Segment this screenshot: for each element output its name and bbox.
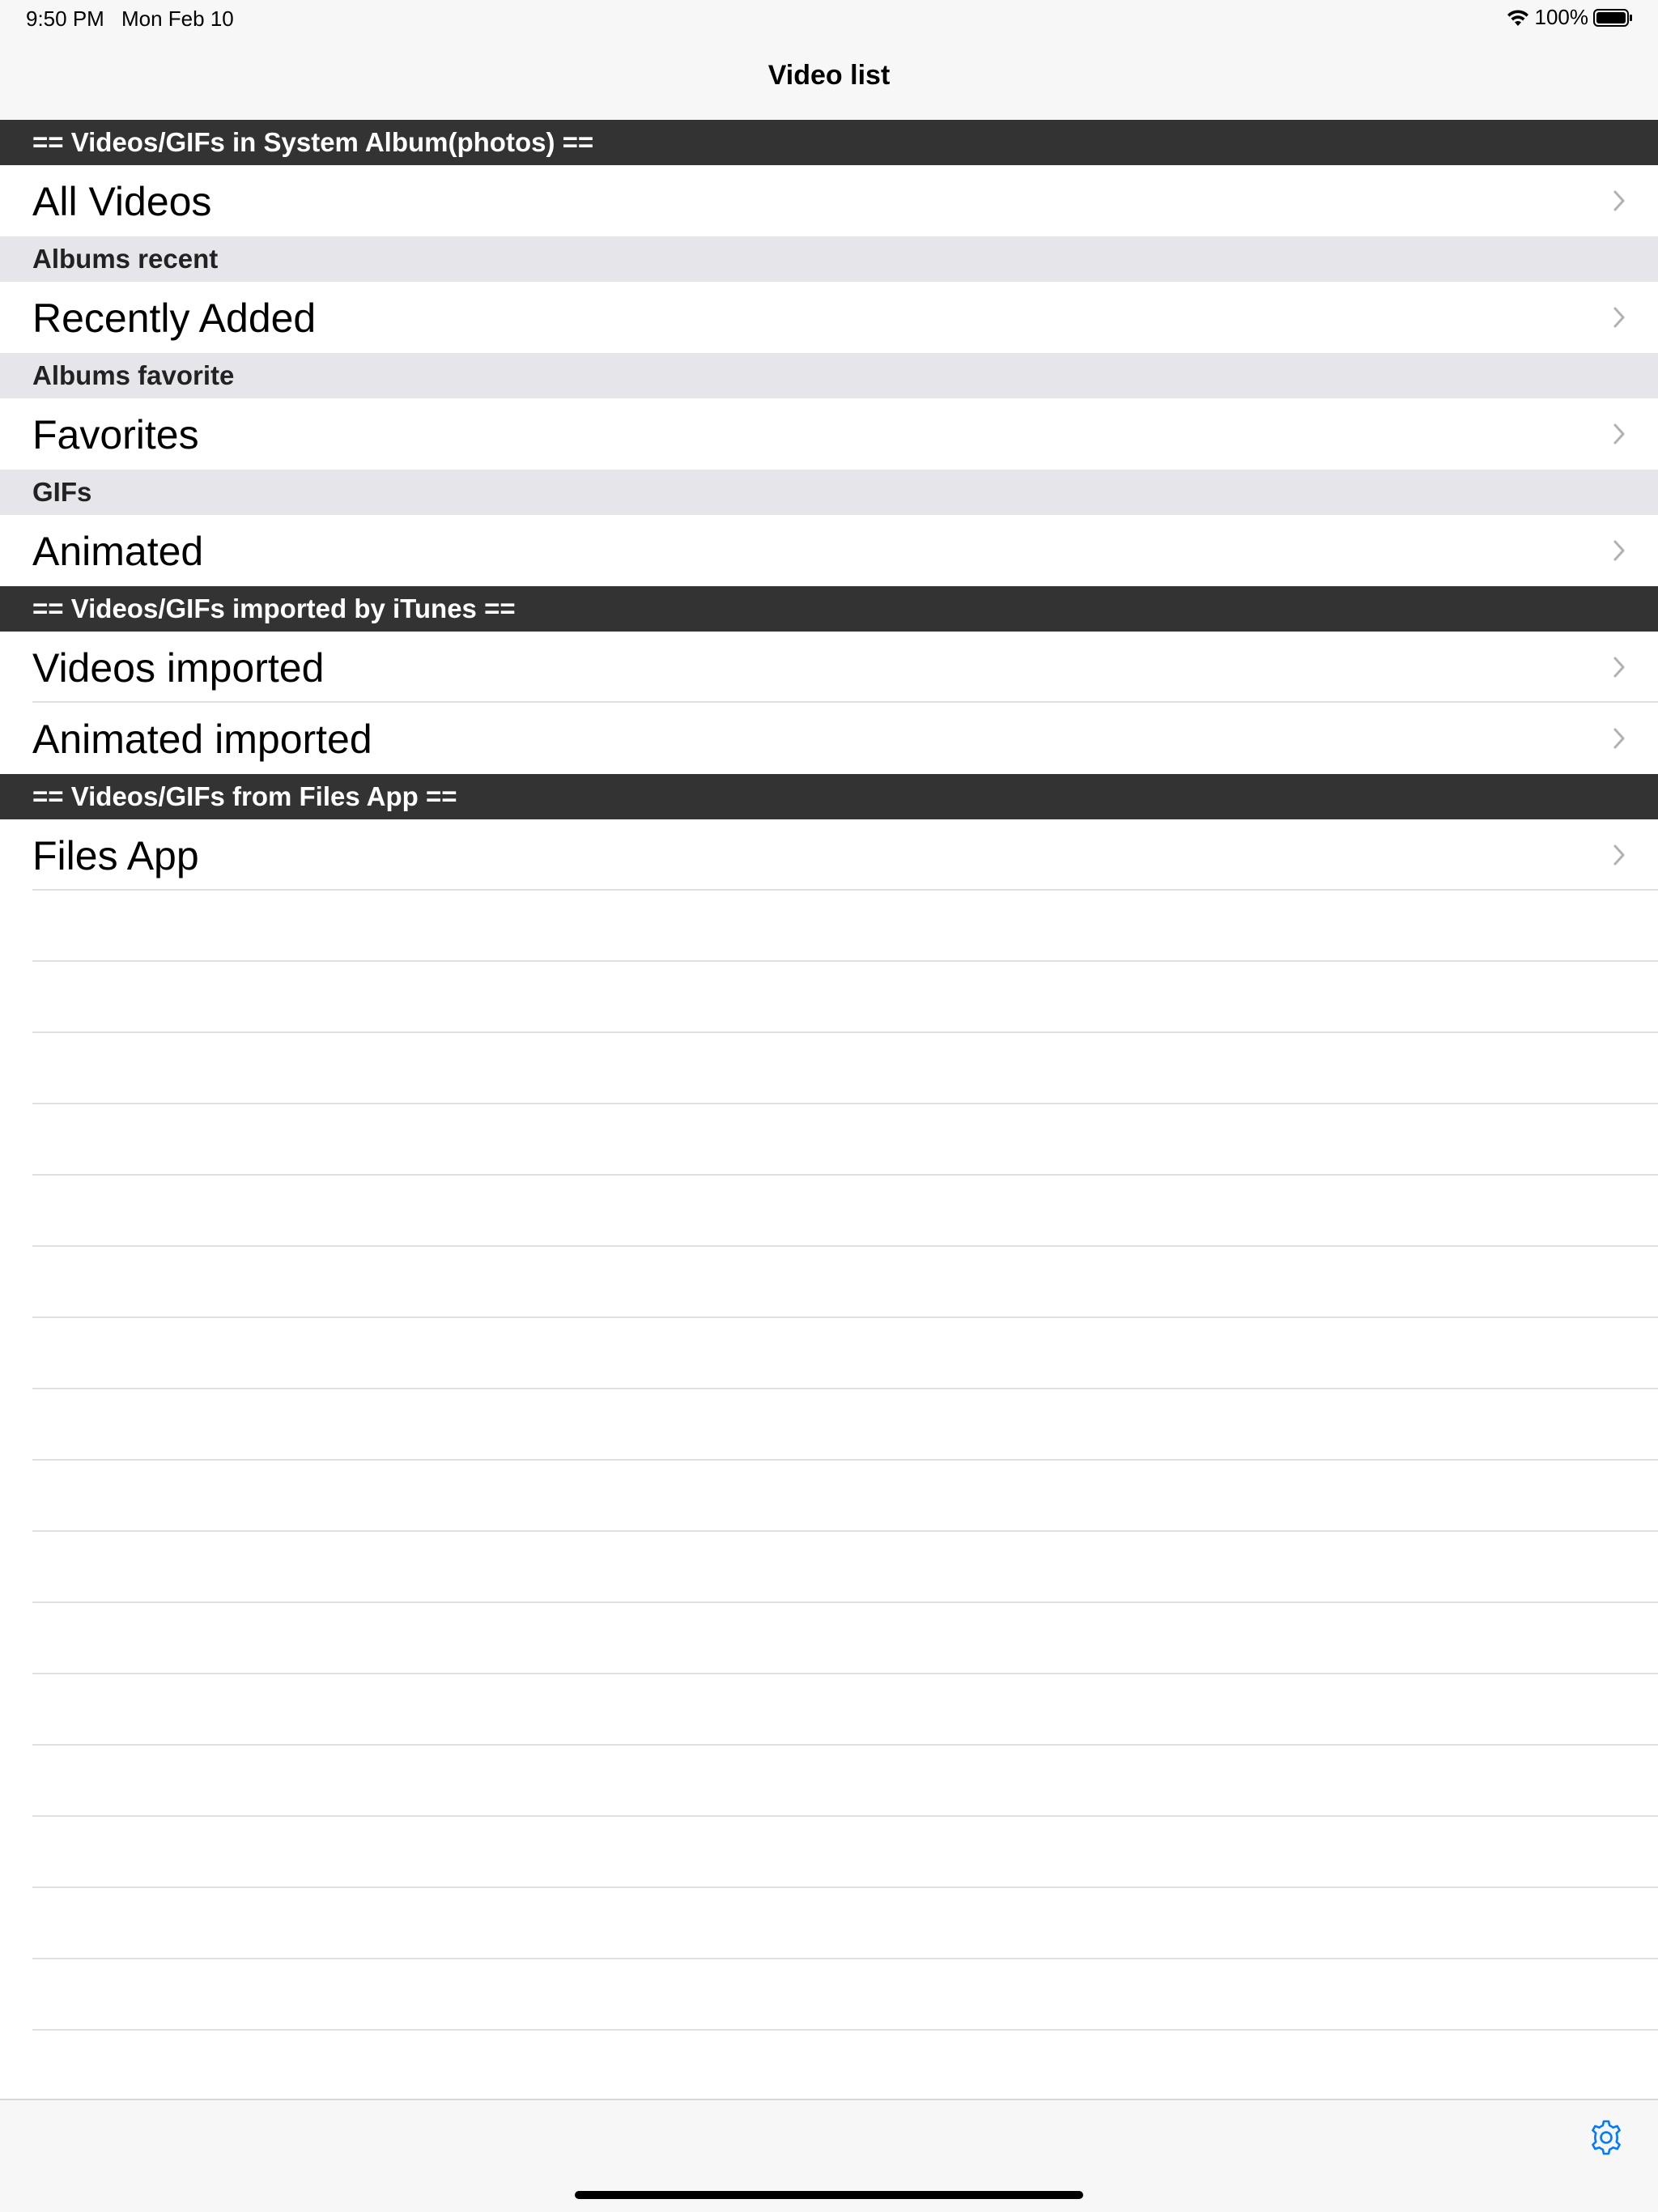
list-item-label: Animated imported <box>32 717 372 762</box>
empty-row <box>0 1461 1658 1532</box>
chevron-right-icon <box>1613 844 1626 866</box>
empty-rows <box>0 891 1658 2031</box>
list-item-files-app[interactable] <box>0 819 1658 891</box>
empty-row <box>0 1888 1658 1959</box>
section-header-gifs: GIFs <box>0 470 1658 515</box>
empty-row <box>0 1247 1658 1318</box>
list-item-videos-imported[interactable] <box>0 632 1658 703</box>
list-item-label: Videos imported <box>32 645 325 691</box>
chevron-right-icon <box>1613 423 1626 445</box>
list-item-all-videos[interactable] <box>0 165 1658 236</box>
page-title: Video list <box>767 60 891 91</box>
status-bar <box>0 0 1658 39</box>
empty-row <box>0 1532 1658 1603</box>
empty-row <box>0 1104 1658 1176</box>
empty-row <box>0 962 1658 1033</box>
navigation-bar <box>0 39 1658 120</box>
list-item-label: Animated <box>32 529 204 574</box>
chevron-right-icon <box>1613 306 1626 329</box>
battery-icon <box>1593 8 1634 28</box>
list-item-favorites[interactable] <box>0 398 1658 470</box>
list-item-label: All Videos <box>32 179 212 224</box>
empty-row <box>0 1176 1658 1247</box>
chevron-right-icon <box>1613 539 1626 562</box>
section-header-system-album: == Videos/GIFs in System Album(photos) == <box>0 120 1658 165</box>
video-list <box>0 120 1658 2031</box>
status-indicators <box>1506 5 1635 30</box>
battery-percent: 100% <box>1534 5 1588 29</box>
list-item-label: Recently Added <box>32 296 317 341</box>
chevron-right-icon <box>1613 727 1626 750</box>
empty-row <box>0 1318 1658 1389</box>
status-date: Mon Feb 10 <box>121 6 234 31</box>
list-item-label: Files App <box>32 833 199 878</box>
section-header-albums-recent: Albums recent <box>0 236 1658 282</box>
empty-row <box>0 1389 1658 1461</box>
chevron-right-icon <box>1613 189 1626 212</box>
bottom-toolbar <box>0 2099 1658 2212</box>
section-header-files-app: == Videos/GIFs from Files App == <box>0 774 1658 819</box>
list-item-animated-imported[interactable] <box>0 703 1658 774</box>
wifi-icon <box>1506 8 1530 28</box>
home-indicator <box>575 2191 1083 2199</box>
empty-row <box>0 1817 1658 1888</box>
list-item-animated[interactable] <box>0 515 1658 586</box>
chevron-right-icon <box>1613 656 1626 678</box>
section-header-itunes: == Videos/GIFs imported by iTunes == <box>0 586 1658 632</box>
gear-icon[interactable] <box>1587 2118 1626 2157</box>
list-item-recently-added[interactable] <box>0 282 1658 353</box>
empty-row <box>0 891 1658 962</box>
empty-row <box>0 1674 1658 1746</box>
empty-row <box>0 1033 1658 1104</box>
section-header-albums-favorite: Albums favorite <box>0 353 1658 398</box>
list-item-label: Favorites <box>32 412 199 457</box>
empty-row <box>0 1603 1658 1674</box>
status-time: 9:50 PM <box>26 6 104 31</box>
empty-row <box>0 1746 1658 1817</box>
empty-row <box>0 1959 1658 2031</box>
